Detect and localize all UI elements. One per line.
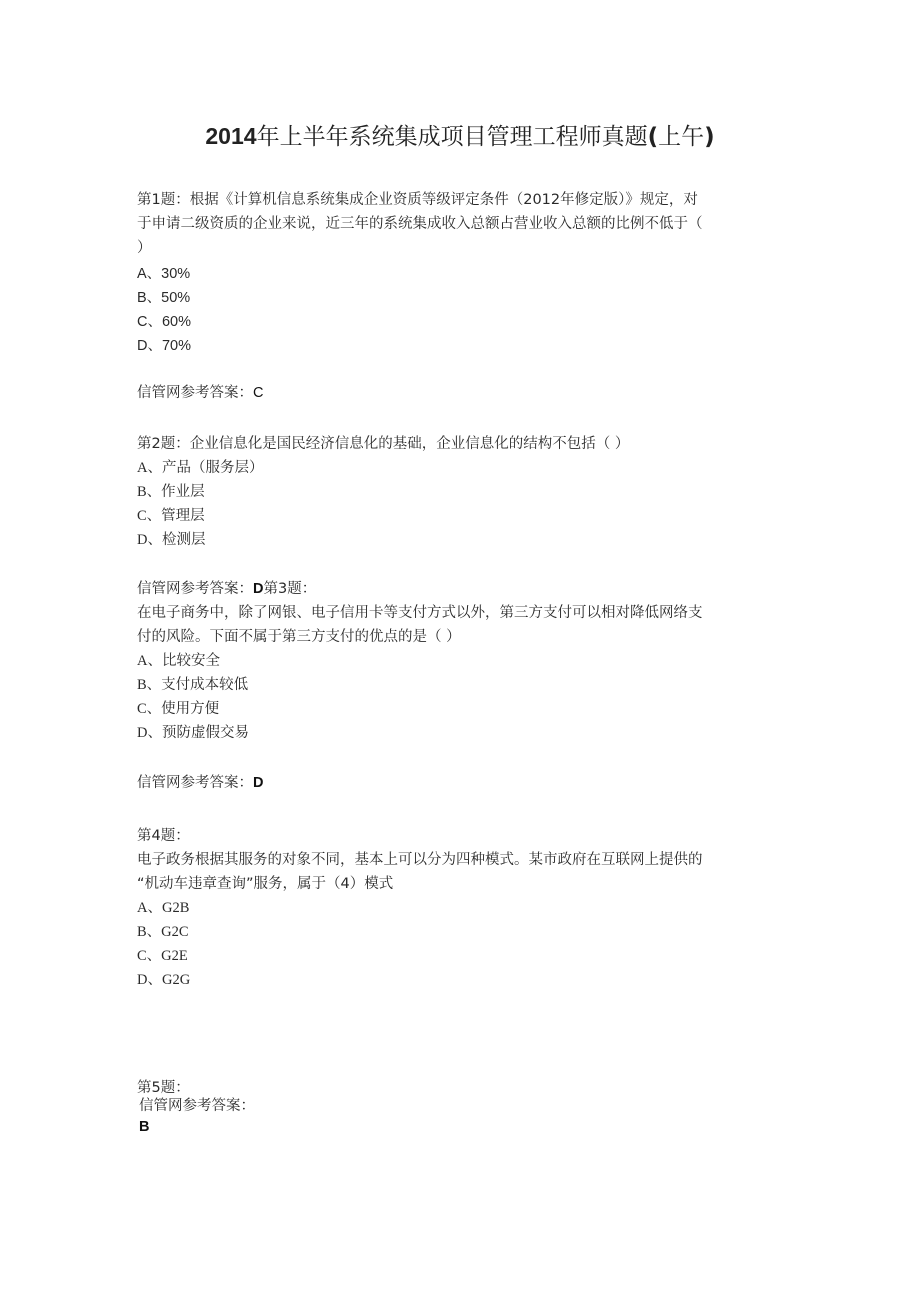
question-1-text [137,190,698,210]
question-line: 企业信息化是国民经济信息化的基础，企业信息化的结构不包括（ ） [189,436,630,452]
option-b: B、G2C [137,924,189,940]
question-4-label: 第4题： [137,828,190,844]
option-b: B、50% [137,290,191,306]
option-a: A、G2B [137,900,190,916]
question-3-line-1: 在电子商务中，除了网银、电子信用卡等支付方式以外，第三方支付可以相对降低网络支 [137,605,703,621]
title-paren-close: ) [704,124,715,150]
page-title [0,118,920,151]
question-4-line-1: 电子政务根据其服务的对象不同，基本上可以分为四种模式。某市政府在互联网上提供的 [137,852,703,868]
answer-value: D [253,775,264,791]
option-b: B、支付成本较低 [137,677,249,693]
answer-4-label: 信管网参考答案： [139,1098,255,1114]
option-c: C、使用方便 [137,701,220,717]
question-5-label: 第5题： [137,1080,190,1096]
answer-label: 信管网参考答案： [137,385,253,401]
question-1-line-2: 于申请二级资质的企业来说，近三年的系统集成收入总额占营业收入总额的比例不低于（ [137,216,703,232]
option-a: A、产品（服务层） [137,460,264,476]
question-2-text [137,434,629,454]
option-d: D、检测层 [137,532,206,548]
option-c: C、管理层 [137,508,205,524]
title-year: 2014 [205,123,257,149]
question-label: 第3题： [263,581,317,597]
answer-1 [137,383,263,403]
question-4-line-2: “机动车违章查询”服务，属于（4）模式 [137,876,394,892]
answer-4-value: B [139,1119,150,1135]
question-label: 第1题： [137,192,190,208]
answer-2-and-question-3-label [137,579,316,599]
answer-label: 信管网参考答案： [137,581,253,597]
title-session: 上午 [658,124,705,150]
answer-value: C [253,385,264,401]
title-paren-open: ( [647,124,659,150]
option-d: D、预防虚假交易 [137,725,249,741]
question-label: 第2题： [137,436,190,452]
answer-value: D [253,581,264,597]
option-a: A、比较安全 [137,653,220,669]
question-3-line-2: 付的风险。下面不属于第三方支付的优点的是（ ） [137,629,461,645]
option-c: C、60% [137,314,191,330]
option-d: D、G2G [137,972,191,988]
question-1-line-3: ） [137,240,152,256]
title-text: 年上半年系统集成项目管理工程师真题 [256,124,648,150]
question-line: 根据《计算机信息系统集成企业资质等级评定条件（2012年修定版）》规定，对 [189,192,698,208]
option-c: C、G2E [137,948,188,964]
option-a: A、30% [137,266,191,282]
option-b: B、作业层 [137,484,205,500]
answer-3 [137,773,263,793]
answer-label: 信管网参考答案： [137,775,253,791]
option-d: D、70% [137,338,191,354]
